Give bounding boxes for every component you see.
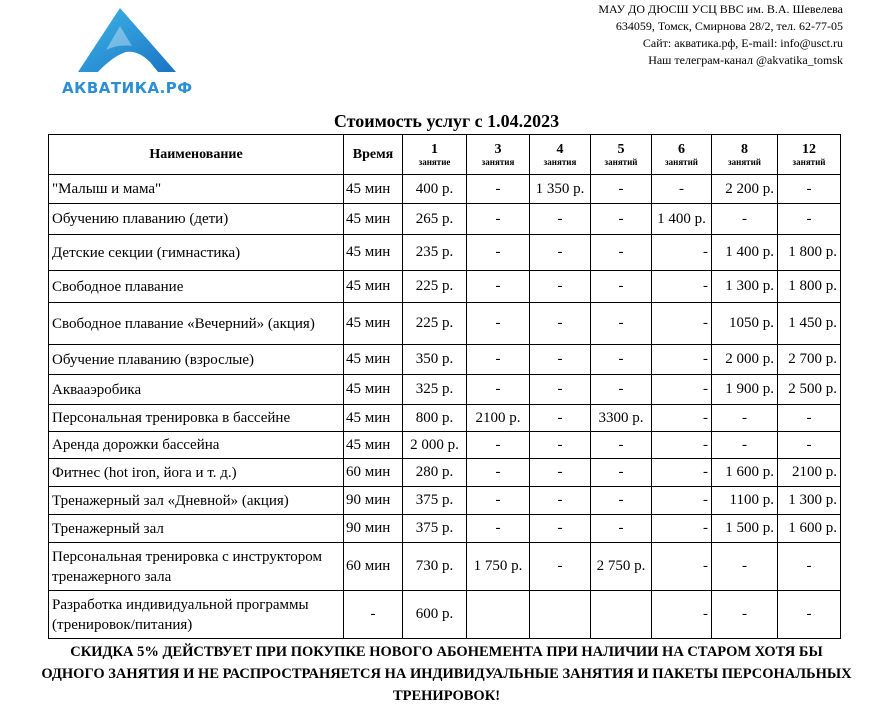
price-cell: 2 500 р. [778,375,841,405]
price-cell: - [467,487,530,515]
table-row [49,405,841,432]
price-cell: 800 р. [403,405,467,432]
table-row [49,271,841,303]
price-cell: 2100 р. [467,405,530,432]
price-cell: 2 700 р. [778,345,841,375]
header-col: 1 занятие [403,135,467,175]
price-cell: 225 р. [403,271,467,303]
price-cell: - [652,271,712,303]
price-cell: - [530,204,591,235]
price-cell: - [467,235,530,271]
price-cell: - [467,204,530,235]
service-name: Персональная тренировка с инструктором тренажерного зала [49,543,344,591]
price-cell: - [778,204,841,235]
logo [58,6,208,96]
price-cell: 1 400 р. [712,235,778,271]
price-cell: - [530,515,591,543]
price-cell [467,591,530,639]
price-cell: - [652,405,712,432]
price-cell: 3300 р. [591,405,652,432]
header-col: 12 занятий [778,135,841,175]
service-name: Тренажерный зал «Дневной» (акция) [49,487,344,515]
price-cell: - [530,375,591,405]
price-cell: 1 500 р. [712,515,778,543]
price-cell: 2 750 р. [591,543,652,591]
price-cell: 1 600 р. [712,459,778,487]
table-row [49,375,841,405]
price-cell: - [530,303,591,345]
price-cell: 2 000 р. [712,345,778,375]
service-name: "Малыш и мама" [49,175,344,204]
org-name: МАУ ДО ДЮСШ УСЦ ВВС им. В.А. Шевелева [598,2,843,16]
price-cell: - [712,543,778,591]
table-row [49,487,841,515]
price-cell: - [530,405,591,432]
table-row [49,235,841,271]
table-header-row [49,135,841,175]
duration: 90 мин [344,515,403,543]
header-col: 3 занятия [467,135,530,175]
price-cell: 600 р. [403,591,467,639]
service-name: Аквааэробика [49,375,344,405]
duration: 45 мин [344,271,403,303]
price-cell: 1 350 р. [530,175,591,204]
price-cell: - [530,271,591,303]
price-cell: - [530,345,591,375]
price-cell: - [591,375,652,405]
price-cell: - [652,375,712,405]
price-cell: - [778,175,841,204]
price-cell: - [712,405,778,432]
price-cell: 2 200 р. [712,175,778,204]
logo-text: АКВАТИКА.РФ [62,79,193,97]
price-cell: - [591,204,652,235]
price-cell: 375 р. [403,487,467,515]
price-cell: - [778,591,841,639]
price-cell: - [712,432,778,459]
header-col: 5 занятий [591,135,652,175]
price-cell: - [652,175,712,204]
price-cell: - [467,303,530,345]
price-cell: - [530,235,591,271]
price-cell: 1 450 р. [778,303,841,345]
price-cell: - [591,487,652,515]
price-cell: - [652,591,712,639]
price-cell: - [652,487,712,515]
table-row [49,303,841,345]
header-time: Время [344,135,403,175]
service-name: Фитнес (hot iron, йога и т. д.) [49,459,344,487]
service-name: Аренда дорожки бассейна [49,432,344,459]
price-cell: - [591,303,652,345]
org-website: Сайт: акватика.рф, E-mail: info@usct.ru [642,36,843,50]
price-cell: - [652,543,712,591]
org-telegram: Наш телеграм-канал @akvatika_tomsk [648,53,843,67]
price-cell: 1 300 р. [778,487,841,515]
price-cell: 225 р. [403,303,467,345]
discount-notice: СКИДКА 5% ДЕЙСТВУЕТ ПРИ ПОКУПКЕ НОВОГО АБОНЕМЕНТА ПРИ НАЛИЧИИ НА СТАРОМ ХОТЯ БЫ ОДНОГО ЗАНЯТИЯ И НЕ РАСПРОСТРАНЯЕТСЯ НА ИНДИВИДУАЛЬНЫЕ ЗАНЯТИЯ И ПАКЕТЫ ПЕРСОНАЛЬНЫХ ТРЕНИРОВОК! [41,644,852,704]
price-cell: - [591,271,652,303]
service-name: Обучению плаванию (дети) [49,204,344,235]
header-col: 4 занятия [530,135,591,175]
duration: 60 мин [344,459,403,487]
price-cell: - [591,432,652,459]
duration: 45 мин [344,175,403,204]
price-cell: - [467,175,530,204]
page-title: Стоимость услуг с 1.04.2023 [333,111,560,131]
price-cell: 325 р. [403,375,467,405]
table-row [49,543,841,591]
price-cell: - [530,459,591,487]
price-cell: - [712,591,778,639]
price-cell: - [467,515,530,543]
price-cell [591,591,652,639]
duration: 45 мин [344,345,403,375]
duration: 45 мин [344,375,403,405]
service-name: Персональная тренировка в бассейне [49,405,344,432]
price-cell: - [467,432,530,459]
duration: 45 мин [344,303,403,345]
price-cell: 280 р. [403,459,467,487]
price-cell: - [591,459,652,487]
price-cell: - [778,405,841,432]
duration: - [344,591,403,639]
logo-triangle-icon [58,6,208,80]
price-cell: 2 000 р. [403,432,467,459]
table-row [49,591,841,639]
org-address: 634059, Томск, Смирнова 28/2, тел. 62-77-05 [615,19,843,33]
price-cell: - [591,175,652,204]
price-cell: - [591,235,652,271]
price-table [48,134,841,639]
service-name: Тренажерный зал [49,515,344,543]
price-cell: 1 900 р. [712,375,778,405]
price-cell: - [591,515,652,543]
duration: 45 мин [344,432,403,459]
organization-info [598,1,843,69]
price-cell: 1 600 р. [778,515,841,543]
header-col: 8 занятий [712,135,778,175]
price-cell: - [652,432,712,459]
table-row [49,345,841,375]
service-name: Детские секции (гимнастика) [49,235,344,271]
price-cell: 265 р. [403,204,467,235]
service-name: Свободное плавание «Вечерний» (акция) [49,303,344,345]
price-cell: - [652,345,712,375]
table-row [49,515,841,543]
price-cell: - [530,432,591,459]
price-cell: - [530,543,591,591]
price-cell: 350 р. [403,345,467,375]
price-cell: - [712,204,778,235]
price-cell: 1 750 р. [467,543,530,591]
price-cell: - [591,345,652,375]
price-cell: - [778,432,841,459]
price-cell: - [778,543,841,591]
price-cell: 1050 р. [712,303,778,345]
service-name: Обучение плаванию (взрослые) [49,345,344,375]
table-row [49,175,841,204]
price-cell [530,591,591,639]
price-cell: 375 р. [403,515,467,543]
table-row [49,459,841,487]
price-cell: - [652,235,712,271]
table-row [49,204,841,235]
price-cell: 730 р. [403,543,467,591]
table-row [49,432,841,459]
duration: 45 мин [344,204,403,235]
service-name: Разработка индивидуальной программы (тренировок/питания) [49,591,344,639]
price-cell: - [530,487,591,515]
duration: 60 мин [344,543,403,591]
price-cell: 2100 р. [778,459,841,487]
price-cell: - [467,345,530,375]
price-cell: 1 800 р. [778,271,841,303]
price-cell: - [652,303,712,345]
price-cell: 1 300 р. [712,271,778,303]
price-cell: - [467,459,530,487]
duration: 45 мин [344,235,403,271]
price-cell: 1 400 р. [652,204,712,235]
price-cell: 1 800 р. [778,235,841,271]
duration: 45 мин [344,405,403,432]
header-col: 6 занятий [652,135,712,175]
duration: 90 мин [344,487,403,515]
price-cell: 235 р. [403,235,467,271]
price-cell: - [652,515,712,543]
price-cell: - [467,271,530,303]
price-cell: - [652,459,712,487]
price-cell: 1100 р. [712,487,778,515]
service-name: Свободное плавание [49,271,344,303]
price-cell: - [467,375,530,405]
header-name: Наименование [49,135,344,175]
price-cell: 400 р. [403,175,467,204]
